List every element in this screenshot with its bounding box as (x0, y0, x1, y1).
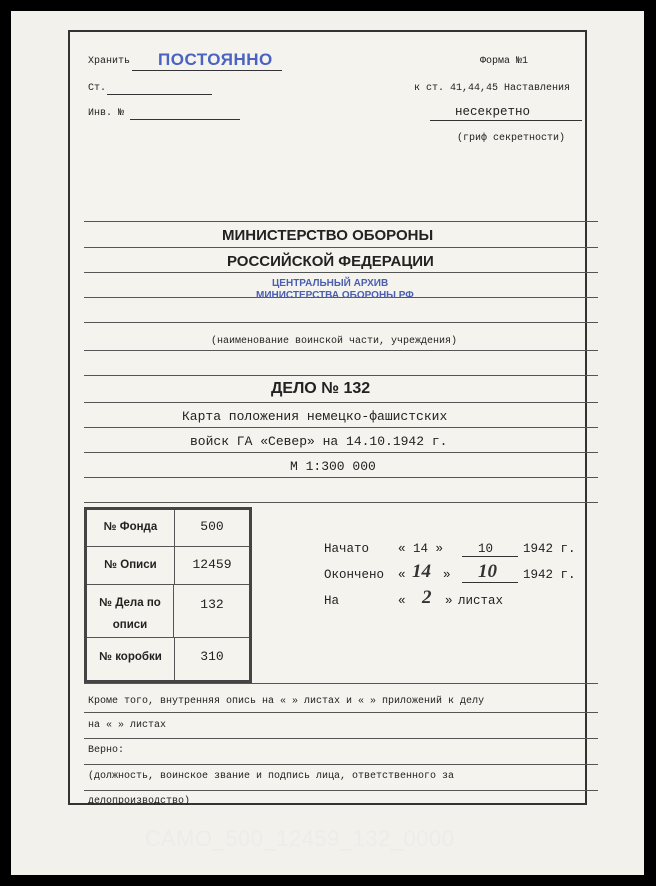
ended-day-close: » (443, 568, 451, 582)
registry-value: 310 (200, 649, 224, 664)
ruling (84, 350, 598, 351)
archive-watermark: САМО_500_12459_132_0000 (145, 826, 455, 851)
ruling (84, 477, 598, 478)
case-description-line-1: Карта положения немецко-фашистских (182, 409, 448, 424)
ruling (84, 738, 598, 739)
table-row (87, 547, 249, 585)
registry-value: 500 (200, 519, 224, 534)
table-row (87, 585, 249, 638)
started-label: Начато (324, 542, 370, 556)
started-month-underline (462, 556, 518, 557)
form-label: Форма №1 (480, 56, 529, 67)
keep-underline (132, 70, 282, 71)
registry-label: № Описи (87, 547, 175, 584)
st-underline (107, 94, 212, 95)
sheets-open: « (398, 594, 406, 608)
sheets-close: » (445, 594, 453, 608)
ended-day-open: « (398, 568, 406, 582)
ministry-line-1: МИНИСТЕРСТВО ОБОРОНЫ (222, 227, 434, 244)
archive-stamp-line-2: МИНИСТЕРСТВА ОБОРОНЫ РФ (256, 290, 414, 301)
ruling (84, 452, 598, 453)
registry-value: 12459 (192, 557, 232, 572)
started-year: 1942 г. (523, 542, 576, 556)
ended-label: Окончено (324, 568, 385, 582)
ruling (84, 402, 598, 403)
registry-value: 132 (200, 597, 224, 612)
started-month: 10 (478, 542, 494, 556)
sheets-on-label: На (324, 594, 340, 608)
archive-stamp-line-1: ЦЕНТРАЛЬНЫЙ АРХИВ (272, 278, 389, 289)
ruling (84, 221, 598, 222)
case-title: ДЕЛО № 132 (271, 380, 371, 397)
registry-label: № Дела по описи (87, 585, 174, 637)
ended-month-underline (462, 582, 518, 583)
case-description-line-2: войск ГА «Север» на 14.10.1942 г. (190, 434, 448, 449)
secrecy-caption: (гриф секретности) (457, 133, 566, 144)
ruling (84, 790, 598, 791)
sheets-label: листах (458, 594, 504, 608)
secrecy-underline (430, 120, 582, 121)
keep-label: Хранить (88, 56, 131, 67)
registry-label: № коробки (87, 638, 175, 680)
inner-inventory-line-1: Кроме того, внутренняя опись на « » листах и « » приложений к делу (88, 696, 485, 707)
map-scale: М 1:300 000 (290, 459, 376, 474)
ruling (84, 375, 598, 376)
ruling (84, 427, 598, 428)
registry-label: № Фонда (87, 510, 175, 546)
ruling (84, 683, 598, 684)
ruling (84, 247, 598, 248)
ruling (84, 764, 598, 765)
ruling (84, 712, 598, 713)
responsible-person-line-2: делопроизводство) (88, 796, 191, 807)
inventory-underline (130, 119, 240, 120)
ended-month-handwritten: 10 (478, 561, 497, 582)
ruling (84, 272, 598, 273)
ministry-line-2: РОССИЙСКОЙ ФЕДЕРАЦИИ (227, 253, 434, 270)
inner-inventory-line-2: на « » листах (88, 720, 167, 731)
instruction-reference: к ст. 41,44,45 Наставления (414, 83, 571, 94)
st-label: Ст. (88, 83, 107, 94)
secrecy-value: несекретно (455, 105, 531, 119)
sheets-count-handwritten: 2 (422, 587, 432, 608)
table-row (87, 638, 249, 680)
registry-table (84, 507, 252, 683)
ended-year: 1942 г. (523, 568, 576, 582)
started-day: « 14 » (398, 542, 444, 556)
unit-caption: (наименование воинской части, учреждения) (211, 336, 458, 347)
inventory-label: Инв. № (88, 108, 125, 119)
verified-label: Верно: (88, 745, 125, 756)
keep-value-stamp: ПОСТОЯННО (158, 50, 273, 69)
responsible-person-line-1: (должность, воинское звание и подпись лица, ответственного за (88, 771, 455, 782)
table-row (87, 510, 249, 547)
ended-day-handwritten: 14 (412, 561, 431, 582)
ruling (84, 322, 598, 323)
ruling (84, 502, 598, 503)
